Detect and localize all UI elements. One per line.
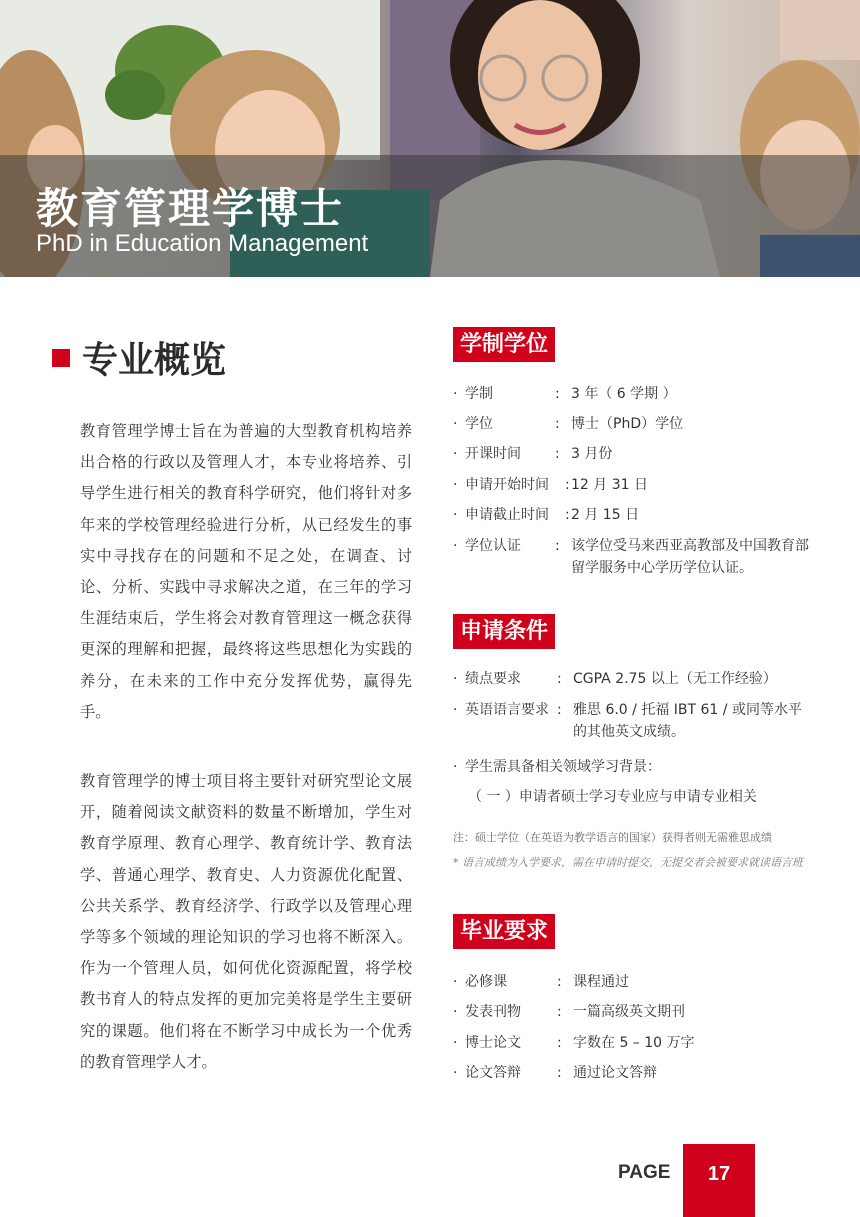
requirements-heading: 申请条件 [453, 614, 555, 649]
background-text: 学生需具备相关领域学习背景： [465, 759, 661, 775]
bullet: · [453, 416, 458, 432]
page-title: 教育管理学博士 [36, 184, 345, 233]
page-subtitle: PhD in Education Management [36, 230, 369, 257]
overview-paragraph-2: 教育管理学的博士项目将主要针对研究型论文展开，随着阅读文献资料的数量不断增加，学生对教育学原理、教育心理学、教育统计学、教育法学、普通心理学、教育史、人力资源优化配置、公共关系学、教育经济学、行政学以及管理心理学等多个领域的理论知识的学习也将不断深入。作为一个管理人员，如何优化资源配置，将学校教书育人的特点发挥的更加完美将是学生主要研究的课题。他们将在不断学习中成长为一个优秀的教育管理学人才。 [80, 772, 412, 1071]
overview-heading [52, 332, 226, 383]
graduation-value: 字数在 5 – 10 万字 [573, 1035, 695, 1051]
requirement-label: 绩点要求 [465, 671, 521, 687]
graduation-value: 通过论文答辩 [573, 1065, 657, 1081]
graduation-label: 博士论文 [465, 1035, 521, 1051]
degree-item: · 学位 : 博士（PhD）学位 [453, 413, 813, 435]
degree-value: 该学位受马来西亚高教部及中国教育部留学服务中心学历学位认证。 [571, 538, 809, 576]
page-label: PAGE [618, 1162, 671, 1183]
degree-item: · 申请开始时间 : 12 月 31 日 [453, 474, 813, 496]
bullet: · [453, 974, 458, 990]
degree-label: 学制 [465, 386, 493, 402]
graduation-item: · 发表刊物 : 一篇高级英文期刊 [453, 1001, 813, 1023]
requirement-value: 雅思 6.0 / 托福 IBT 61 / 或同等水平的其他英文成绩。 [573, 702, 802, 740]
requirement-value: CGPA 2.75 以上（无工作经验） [573, 671, 777, 687]
bullet: · [453, 446, 458, 462]
degree-label: 开课时间 [465, 446, 521, 462]
graduation-value: 课程通过 [573, 974, 629, 990]
bullet: · [453, 507, 458, 523]
degree-value: 3 年（ 6 学期 ） [571, 386, 677, 402]
background-item-text: （ 一 ）申请者硕士学习专业应与申请专业相关 [468, 789, 757, 805]
requirement-item: · 绩点要求 : CGPA 2.75 以上（无工作经验） [453, 668, 813, 690]
requirement-background [453, 756, 813, 778]
bullet: · [453, 671, 458, 687]
page-number: 17 [683, 1144, 755, 1217]
requirements-note-language: * 语言成绩为入学要求，需在申请时提交，无提交者会被要求就读语言班 [453, 856, 803, 869]
overview-title: 专业概览 [82, 340, 227, 381]
requirement-item: · 英语语言要求 : 雅思 6.0 / 托福 IBT 61 / 或同等水平的其他英文成绩。 [453, 699, 813, 743]
requirement-background-item [468, 786, 828, 808]
degree-label: 学位 [465, 416, 493, 432]
graduation-item: · 论文答辩 : 通过论文答辩 [453, 1062, 813, 1084]
degree-label: 学位认证 [465, 538, 521, 554]
degree-heading: 学制学位 [453, 327, 555, 362]
degree-label: 申请截止时间 [465, 507, 549, 523]
graduation-value: 一篇高级英文期刊 [573, 1004, 685, 1020]
graduation-item: · 博士论文 : 字数在 5 – 10 万字 [453, 1032, 813, 1054]
hero-banner [0, 0, 860, 277]
graduation-label: 必修课 [465, 974, 507, 990]
bullet: · [453, 538, 458, 554]
graduation-label: 发表刊物 [465, 1004, 521, 1020]
degree-item: · 学制 : 3 年（ 6 学期 ） [453, 383, 813, 405]
degree-value: 2 月 15 日 [571, 507, 640, 523]
overview-paragraph-1: 教育管理学博士旨在为普遍的大型教育机构培养出合格的行政以及管理人才，本专业将培养、引导学生进行相关的教育科学研究，他们将针对多年来的学校管理经验进行分析，从已经发生的事实中寻找存在的问题和不足之处，在调查、讨论、分析、实践中寻求解决之道，在三年的学习生涯结束后，学生将会对教育管理这一概念获得更深的理解和把握，最终将这些思想化为实践的养分，在未来的工作中充分发挥优势，赢得先手。 [80, 422, 412, 721]
degree-value: 12 月 31 日 [571, 477, 648, 493]
graduation-label: 论文答辩 [465, 1065, 521, 1081]
bullet: · [453, 759, 458, 775]
degree-value: 3 月份 [571, 446, 613, 462]
requirements-note: 注：硕士学位（在英语为教学语言的国家）获得者则无需雅思成绩 [453, 831, 772, 844]
bullet: · [453, 1035, 458, 1051]
degree-item: · 开课时间 : 3 月份 [453, 443, 813, 465]
graduation-heading: 毕业要求 [453, 914, 555, 949]
red-square-marker [52, 349, 70, 367]
bullet: · [453, 386, 458, 402]
degree-label: 申请开始时间 [465, 477, 549, 493]
bullet: · [453, 702, 458, 718]
requirement-label: 英语语言要求 [465, 702, 549, 718]
bullet: · [453, 477, 458, 493]
graduation-item: · 必修课 : 课程通过 [453, 971, 813, 993]
degree-item: · 申请截止时间 : 2 月 15 日 [453, 504, 813, 526]
degree-value: 博士（PhD）学位 [571, 416, 684, 432]
bullet: · [453, 1065, 458, 1081]
degree-item: · 学位认证 : 该学位受马来西亚高教部及中国教育部留学服务中心学历学位认证。 [453, 535, 813, 579]
bullet: · [453, 1004, 458, 1020]
